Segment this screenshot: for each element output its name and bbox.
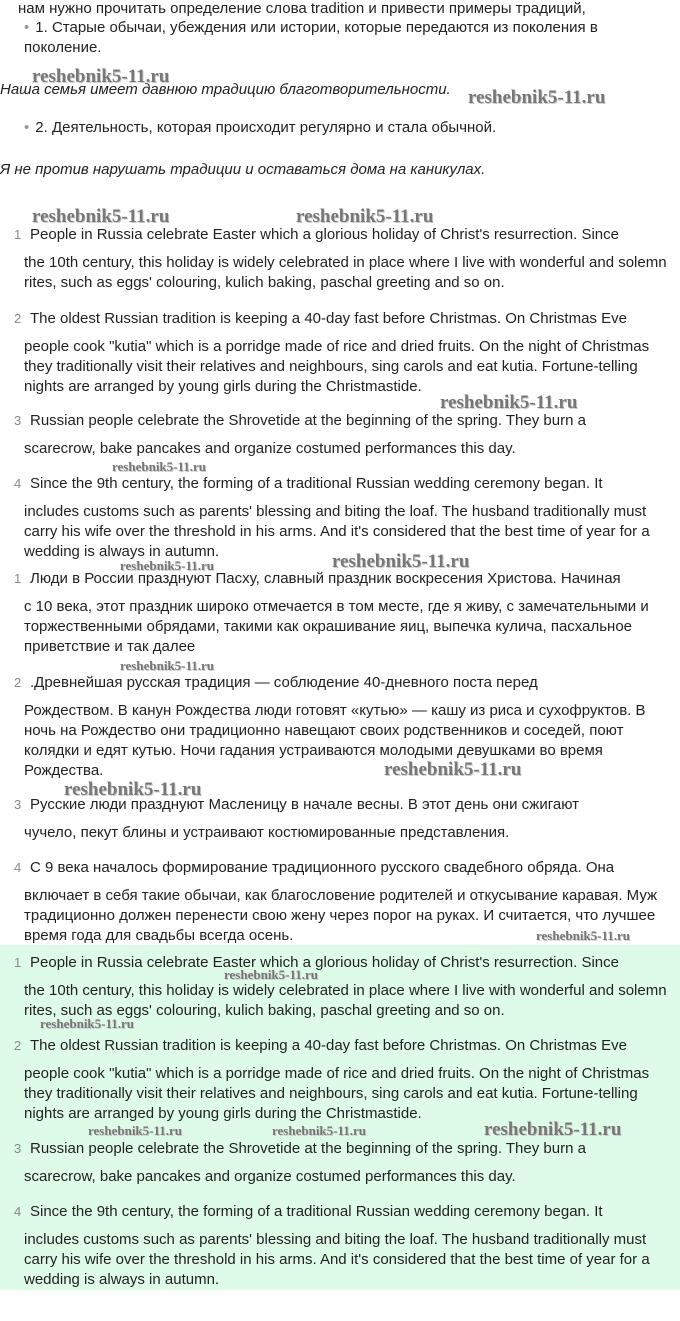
watermark: reshebnik5-11.ru bbox=[384, 759, 522, 780]
section2-item-2 bbox=[14, 673, 680, 781]
item-text: the 10th century, this holiday is widely celebrated in place where I live with wonderful and solemn rites, such as eggs' colouring, kulich baking, paschal greeting and so on. bbox=[24, 254, 667, 291]
item-number: 2 bbox=[14, 1038, 22, 1053]
watermark: reshebnik5-11.ru bbox=[32, 66, 170, 87]
item-text: the 10th century, this holiday is widely celebrated in place where I live with wonderful and solemn rites, such as eggs' colouring, kulich baking, paschal greeting and so on. bbox=[24, 982, 667, 1019]
section2-item-1 bbox=[14, 569, 680, 657]
item-number: 3 bbox=[14, 797, 22, 812]
item-text: scarecrow, bake pancakes and organize costumed performances this day. bbox=[24, 440, 516, 457]
item-number: 4 bbox=[14, 476, 22, 491]
watermark: reshebnik5-11.ru bbox=[120, 658, 215, 673]
item-first-line: The oldest Russian tradition is keeping a 40-day fast before Christmas. On Christmas Eve bbox=[30, 310, 627, 327]
item-first-line: Русские люди празднуют Масленицу в начале весны. В этот день они сжигают bbox=[30, 796, 579, 813]
example-2: Я не против нарушать традиции и оставаться дома на каникулах. bbox=[0, 161, 486, 178]
definition-1: • 1. Старые обычаи, убеждения или истории, которые передаются из поколения в поколение. bbox=[24, 18, 644, 58]
watermark: reshebnik5-11.ru bbox=[332, 551, 470, 572]
item-first-line: Russian people celebrate the Shrovetide at the beginning of the spring. They burn a bbox=[30, 1140, 586, 1157]
item-text: включает в себя такие обычаи, как благословение родителей и откусывание каравая. Муж традиционно должен перенести свою жену через порог на руках. И считается, что лучшее время года для свадьбы всегда осень. bbox=[24, 887, 658, 944]
item-text: Рождеством. В канун Рождества люди готовят «кутью» — кашу из риса и сухофруктов. В ночь на Рождество они традиционно навещают своих родственников и соседей, поют колядки и едят кутью. Ночи гадания устраиваются молодыми девушками во время Рождества. bbox=[24, 702, 646, 779]
watermark: reshebnik5-11.ru bbox=[88, 1123, 183, 1138]
item-text: people cook "kutia" which is a porridge made of rice and dried fruits. On the night of Christmas they traditionally visit their relatives and neighbours, sing carols and eat kutia. Fortune-telling nights are arranged by young girls during the Christmastide. bbox=[24, 338, 650, 395]
item-text: с 10 века, этот праздник широко отмечается в том месте, где я живу, с замечательными и торжественными обрядами, такими как окрашивание яиц, выпечка кулича, пасхальное приветствие и так далее bbox=[24, 598, 649, 655]
item-number: 4 bbox=[14, 860, 22, 875]
section2-item-3 bbox=[14, 795, 680, 843]
item-number: 2 bbox=[14, 675, 22, 690]
watermark: reshebnik5-11.ru bbox=[40, 1016, 135, 1031]
section3-item-2 bbox=[14, 1036, 680, 1124]
item-first-line: Люди в России празднуют Пасху, славный праздник воскресения Христова. Начиная bbox=[30, 570, 621, 587]
item-text: чучело, пекут блины и устраивают костюмированные представления. bbox=[24, 824, 510, 841]
section1-item-3 bbox=[14, 411, 680, 459]
item-first-line: Since the 9th century, the forming of a traditional Russian wedding ceremony began. It bbox=[30, 475, 603, 492]
section3-item-4 bbox=[14, 1202, 680, 1290]
item-number: 4 bbox=[14, 1204, 22, 1219]
item-first-line: People in Russia celebrate Easter which a glorious holiday of Christ's resurrection. Since bbox=[30, 954, 619, 971]
item-number: 2 bbox=[14, 311, 22, 326]
watermark: reshebnik5-11.ru bbox=[536, 928, 631, 943]
watermark: reshebnik5-11.ru bbox=[272, 1123, 367, 1138]
item-text: people cook "kutia" which is a porridge made of rice and dried fruits. On the night of Christmas they traditionally visit their relatives and neighbours, sing carols and eat kutia. Fortune-telling nights are arranged by young girls during the Christmastide. bbox=[24, 1065, 650, 1122]
watermark: reshebnik5-11.ru bbox=[440, 392, 578, 413]
section1-item-4 bbox=[14, 474, 680, 562]
item-text: includes customs such as parents' blessing and biting the loaf. The husband traditionally must carry his wife over the threshold in his arms. And it's considered that the best time of year for a wedding is always in autumn. bbox=[24, 1231, 650, 1288]
item-number: 3 bbox=[14, 1141, 22, 1156]
section3-item-3 bbox=[14, 1139, 680, 1187]
watermark: reshebnik5-11.ru bbox=[296, 206, 434, 227]
watermark: reshebnik5-11.ru bbox=[120, 558, 215, 573]
item-first-line: People in Russia celebrate Easter which a glorious holiday of Christ's resurrection. Since bbox=[30, 226, 619, 243]
section1-item-2 bbox=[14, 309, 680, 397]
item-number: 1 bbox=[14, 955, 22, 970]
item-first-line: Since the 9th century, the forming of a traditional Russian wedding ceremony began. It bbox=[30, 1203, 603, 1220]
section3-item-1 bbox=[14, 953, 680, 1021]
item-text: includes customs such as parents' blessing and biting the loaf. The husband traditionally must carry his wife over the threshold in his arms. And it's considered that the best time of year for a wedding is always in autumn. bbox=[24, 503, 650, 560]
section1-item-1 bbox=[14, 225, 680, 293]
watermark: reshebnik5-11.ru bbox=[224, 967, 319, 982]
item-number: 1 bbox=[14, 227, 22, 242]
item-number: 1 bbox=[14, 571, 22, 586]
watermark: reshebnik5-11.ru bbox=[484, 1119, 622, 1140]
watermark: reshebnik5-11.ru bbox=[468, 87, 606, 108]
watermark: reshebnik5-11.ru bbox=[112, 459, 207, 474]
item-first-line: The oldest Russian tradition is keeping a 40-day fast before Christmas. On Christmas Eve bbox=[30, 1037, 627, 1054]
item-text: scarecrow, bake pancakes and organize costumed performances this day. bbox=[24, 1168, 516, 1185]
item-number: 3 bbox=[14, 413, 22, 428]
watermark: reshebnik5-11.ru bbox=[64, 779, 202, 800]
example-1: Наша семья имеет давнюю традицию благотворительности. bbox=[0, 81, 451, 98]
definition-2: • 2. Деятельность, которая происходит регулярно и стала обычной. bbox=[24, 119, 496, 136]
item-first-line: С 9 века началось формирование традиционного русского свадебного обряда. Она bbox=[30, 859, 615, 876]
watermark: reshebnik5-11.ru bbox=[32, 206, 170, 227]
intro-cut-line: нам нужно прочитать определение слова tradition и привести примеры традиций, bbox=[18, 0, 586, 17]
item-first-line: Russian people celebrate the Shrovetide at the beginning of the spring. They burn a bbox=[30, 412, 586, 429]
item-first-line: .Древнейшая русская традиция — соблюдение 40-дневного поста перед bbox=[30, 674, 538, 691]
